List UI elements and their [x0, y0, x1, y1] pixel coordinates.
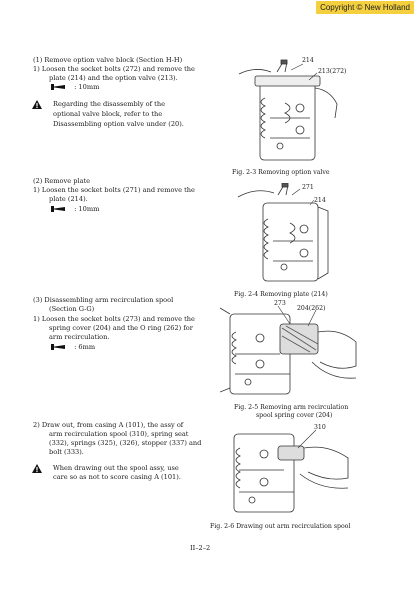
fig-2-5-callout-273: 273 [274, 300, 286, 307]
section3-step1-line2: spring cover (204) and the O ring (262) for [49, 324, 193, 332]
hex-wrench-icon [50, 205, 72, 213]
hex-wrench-icon [50, 343, 72, 351]
section3-heading-line1: (3) Disassembling arm recirculation spool [33, 296, 174, 304]
figure-2-6-illustration [224, 424, 354, 516]
hex-wrench-icon [50, 83, 72, 91]
fig-2-3-callout-214: 214 [302, 57, 314, 64]
section1-tool-spec [50, 83, 99, 93]
page-number: II–2–2 [190, 544, 211, 552]
fig-2-4-callout-271: 271 [302, 184, 314, 191]
fig-2-6-callout-310: 310 [314, 424, 326, 431]
section3-step1-line3: arm recirculation. [49, 333, 110, 341]
section2-step1-line1: 1) Loosen the socket bolts (271) and remove the [33, 186, 195, 194]
section4-step2-line2: arm recirculation spool (310), spring seat [49, 430, 189, 438]
fig-2-4-caption: Fig. 2-4 Removing plate (214) [234, 291, 328, 298]
section2-tool-spec [50, 205, 99, 215]
section3-step1-line1: 1) Loosen the socket bolts (273) and remove the [33, 315, 195, 323]
fig-2-3-callout-213-272: 213(272) [318, 68, 347, 75]
section2-step1-line2: plate (214). [49, 195, 88, 203]
section3-heading-line2: (Section G-G) [49, 305, 95, 313]
section1-note-line3: Disassembling option valve under (20). [53, 120, 184, 128]
section4-step2-line4: bolt (333). [49, 448, 84, 456]
section1-tool-size: : 10mm [74, 83, 100, 91]
section1-note-line2: optional valve block, refer to the [53, 110, 163, 118]
warning-icon [32, 100, 42, 109]
section1-heading: (1) Remove option valve block (Section H-H) [33, 56, 183, 64]
fig-2-4-callout-214: 214 [314, 197, 326, 204]
fig-2-3-caption: Fig. 2-3 Removing option valve [232, 169, 330, 176]
fig-2-5-caption-line1: Fig. 2-5 Removing arm recirculation [234, 404, 349, 411]
section2-tool-size: : 10mm [74, 205, 100, 213]
section3-tool-spec [50, 343, 95, 353]
section2-heading: (2) Remove plate [33, 177, 91, 185]
section4-note-line1: When drawing out the spool assy, use [53, 464, 179, 472]
fig-2-5-caption-line2: spool spring cover (204) [256, 412, 333, 419]
warning-icon [32, 464, 42, 473]
copyright-banner: Copyright © New Holland [316, 1, 414, 14]
section4-note-line2: care so as not to score casing A (101). [53, 473, 181, 481]
section1-step1-line1: 1) Loosen the socket bolts (272) and remove the [33, 65, 195, 73]
fig-2-5-callout-204-262: 204(262) [297, 305, 326, 312]
section1-step1-line2: plate (214) and the option valve (213). [49, 74, 178, 82]
section4-step2-line1: 2) Draw out, from casing A (101), the assy of [33, 421, 184, 429]
section3-tool-size: : 6mm [74, 343, 96, 351]
section4-step2-line3: (332), springs (325), (326), stopper (337) and [49, 439, 202, 447]
figure-2-5-illustration [220, 302, 360, 398]
fig-2-6-caption: Fig. 2-6 Drawing out arm recirculation spool [210, 523, 351, 530]
section1-note-line1: Regarding the disassembly of the [53, 100, 165, 108]
